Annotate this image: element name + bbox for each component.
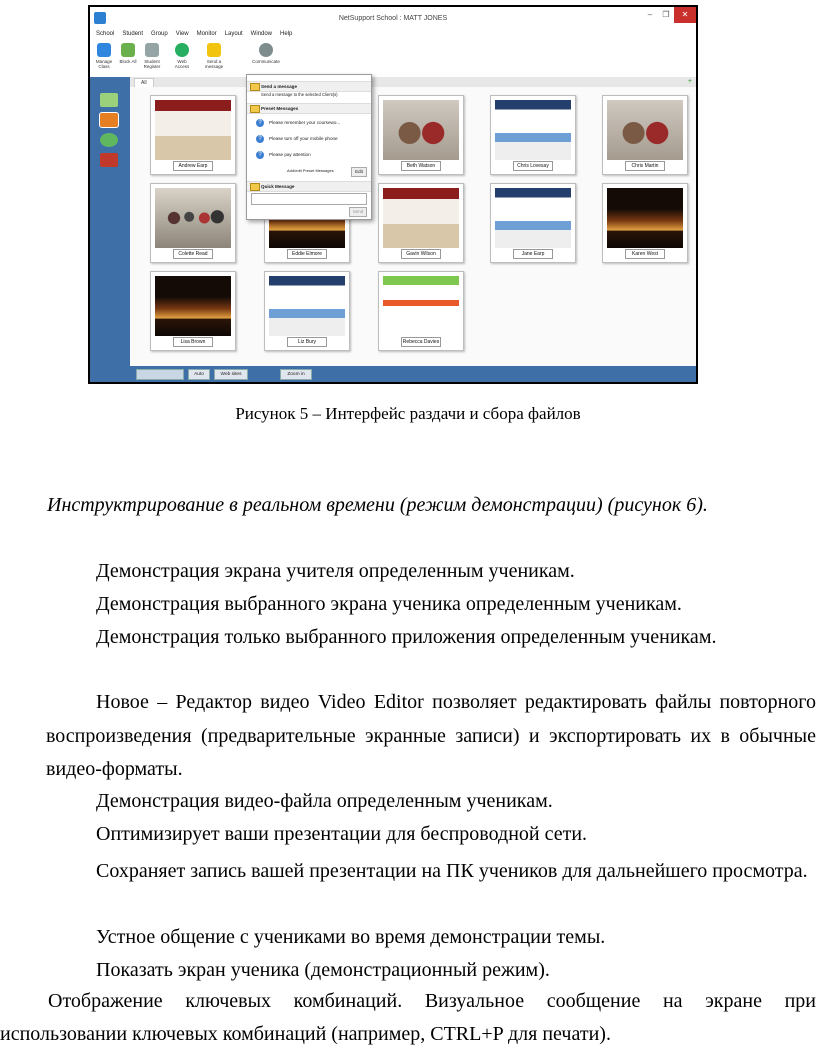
menu-help[interactable]: Help [280,31,293,37]
communicate-icon [259,43,273,57]
window-title: NetSupport School : MATT JONES [338,15,448,22]
communicate-button[interactable]: Communicate [250,43,282,64]
screenshot-figure [88,5,698,384]
list-item: Демонстрация видео-файла определенным ученикам. [96,790,553,812]
folder-icon [250,183,260,191]
list-item: Демонстрация только выбранного приложения определенным ученикам. [96,626,717,648]
menu-school[interactable]: School [96,31,115,37]
list-item: Сохраняет запись вашей презентации на ПК учеников для дальнейшего просмотра. [96,860,808,882]
student-name: Colette Read [173,249,213,259]
message-icon [250,83,260,91]
closing-paragraph: Отображение ключевых комбинаций. Визуальное сообщение на экране при использовании ключевых комбинаций (например, CTRL+P для печати). [0,990,816,1045]
student-screen [495,188,571,248]
send-message-button[interactable]: Send a message [202,43,226,69]
student-thumbnail[interactable] [150,183,236,263]
student-thumbnail[interactable] [602,183,688,263]
student-register-button[interactable]: Student Register [140,43,164,69]
student-name: Gavin Wilson [401,249,441,259]
student-name: Chris Lovesay [513,161,553,171]
send-message-popup [246,74,372,220]
send-message-subtitle: Send a message to the selected Client(s) [261,92,338,97]
ribbon-toolbar [90,41,696,78]
help-icon: ? [256,151,264,159]
send-button[interactable]: Send [349,207,367,217]
student-screen [495,100,571,160]
student-screen [155,188,231,248]
list-item: Демонстрация экрана учителя определенным ученикам. [96,560,575,582]
close-button[interactable]: ✕ [674,7,696,23]
edit-presets-button[interactable]: Edit [351,167,367,177]
auto-button[interactable]: Auto [188,369,210,380]
student-screen [269,276,345,336]
web-sites-button[interactable]: Web sites [214,369,248,380]
add-edit-presets-label: Add/edit Preset Messages [287,168,334,173]
manage-class-button[interactable]: Manage Class [92,43,116,69]
student-thumbnail[interactable] [378,271,464,351]
student-thumbnail[interactable] [378,95,464,175]
student-screen [383,276,459,336]
preset-message-item[interactable]: ? Please pay attention [269,151,367,159]
student-screen [383,100,459,160]
student-thumbnail[interactable] [150,271,236,351]
student-thumbnail[interactable] [150,95,236,175]
student-name: Lisa Brown [173,337,213,347]
student-screen [383,188,459,248]
student-name: Rebecca Davies [402,339,440,345]
register-icon [145,43,159,57]
classroom-icon[interactable] [100,113,118,127]
tab-all[interactable]: All [134,78,154,88]
menu-group[interactable]: Group [151,31,168,37]
globe-icon [175,43,189,57]
help-icon: ? [256,119,264,127]
student-thumbnail[interactable] [378,183,464,263]
student-thumbnail[interactable] [602,95,688,175]
quick-message-input[interactable] [251,193,367,205]
student-thumbnail[interactable] [490,95,576,175]
list-item: Демонстрация выбранного экрана ученика определенным ученикам. [96,593,682,615]
preset-messages-section: Preset Messages [247,103,371,114]
section-heading: Инструктрирование в реальном времени (режим демонстрации) (рисунок 6). [47,494,708,516]
list-item: Оптимизирует ваши презентации для беспроводной сети. [96,823,588,845]
student-screen [607,100,683,160]
menu-view[interactable]: View [175,31,189,37]
status-bar [130,366,696,382]
manage-class-icon [97,43,111,57]
student-name: Eddie Elmore [287,249,327,259]
zoom-slider[interactable] [136,369,184,380]
maximize-button[interactable]: ❐ [662,10,670,19]
student-name: Jane Earp [513,249,553,259]
apps-icon[interactable] [100,153,118,167]
student-screen [155,276,231,336]
student-thumbnail[interactable] [264,271,350,351]
student-name: Karen West [625,249,665,259]
block-all-button[interactable]: Block All [116,43,140,64]
list-item: Показать экран ученика (демонстрационный режим). [96,959,550,981]
menu-monitor[interactable]: Monitor [196,31,217,37]
home-icon[interactable] [100,93,118,107]
title-bar [90,7,696,32]
send-message-section[interactable]: Send a message [247,81,371,92]
minimize-button[interactable]: – [647,10,653,19]
student-thumbnails-area [130,87,696,366]
menu-student[interactable]: Student [122,31,144,37]
globe-icon[interactable] [100,133,118,147]
student-screen [155,100,231,160]
add-tab-icon[interactable]: + [687,78,692,85]
student-name: Andrew Earp [173,161,213,171]
menu-window[interactable]: Window [250,31,273,37]
student-screen [607,188,683,248]
left-sidebar [90,77,130,382]
list-item: Новое – Редактор видео Video Editor позволяет редактировать файлы повторного воспроизведения (предварительные экранные записи) и экспортировать их в обычные видео-форматы. [46,691,816,780]
student-name: Beth Watson [401,161,441,171]
student-name: Liz Bury [287,337,327,347]
quick-message-section: Quick Message [247,181,371,192]
student-name: Chris Martin [625,161,665,171]
preset-message-item[interactable]: ? Please remember your coursewo... [269,119,367,127]
figure-caption: Рисунок 5 – Интерфейс раздачи и сбора файлов [235,404,581,423]
list-item: Устное общение с учениками во время демонстрации темы. [96,926,606,948]
menu-layout[interactable]: Layout [224,31,243,37]
menu-bar [90,31,696,41]
web-access-button[interactable]: Web Access [170,43,194,69]
preset-message-item[interactable]: ? Please turn off your mobile phone [269,135,367,143]
message-icon [207,43,221,57]
help-icon: ? [256,135,264,143]
block-all-icon [121,43,135,57]
student-thumbnail[interactable] [490,183,576,263]
folder-icon [250,105,260,113]
zoom-in-button[interactable]: Zoom in [280,369,312,380]
